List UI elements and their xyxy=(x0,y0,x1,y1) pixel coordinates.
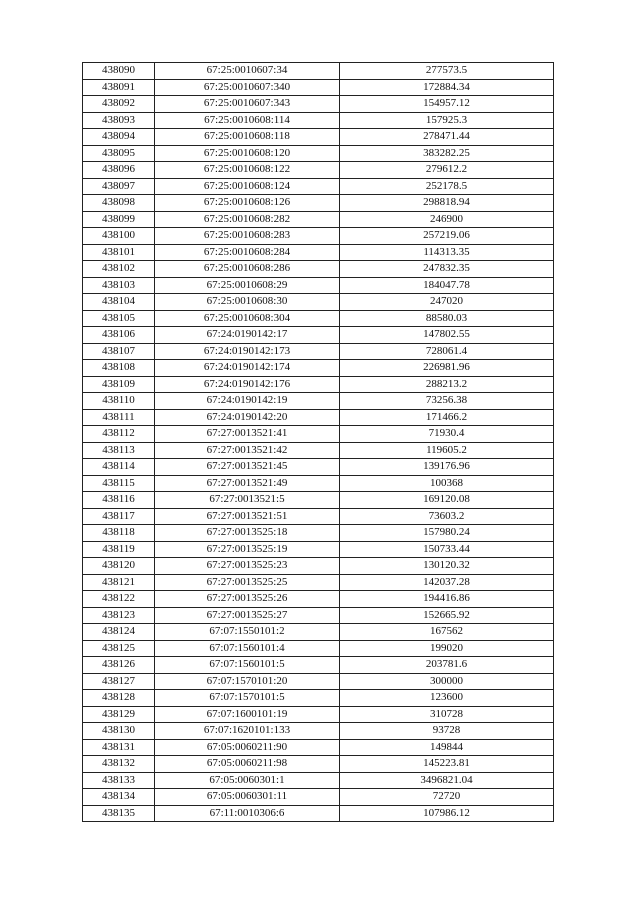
row-number-cell: 438123 xyxy=(83,607,155,624)
row-number-cell: 438124 xyxy=(83,624,155,641)
value-cell: 169120.08 xyxy=(340,492,554,509)
row-number-cell: 438116 xyxy=(83,492,155,509)
value-cell: 152665.92 xyxy=(340,607,554,624)
cadastral-number-cell: 67:07:1550101:2 xyxy=(155,624,340,641)
cadastral-number-cell: 67:25:0010608:118 xyxy=(155,129,340,146)
value-cell: 71930.4 xyxy=(340,426,554,443)
table-row xyxy=(83,393,554,410)
value-cell: 247832.35 xyxy=(340,261,554,278)
value-cell: 277573.5 xyxy=(340,63,554,80)
table-row xyxy=(83,459,554,476)
cadastral-number-cell: 67:05:0060211:90 xyxy=(155,739,340,756)
row-number-cell: 438106 xyxy=(83,327,155,344)
row-number-cell: 438097 xyxy=(83,178,155,195)
row-number-cell: 438132 xyxy=(83,756,155,773)
cadastral-number-cell: 67:25:0010608:122 xyxy=(155,162,340,179)
table-row xyxy=(83,607,554,624)
cadastral-number-cell: 67:25:0010608:124 xyxy=(155,178,340,195)
cadastral-number-cell: 67:07:1620101:133 xyxy=(155,723,340,740)
cadastral-number-cell: 67:25:0010607:34 xyxy=(155,63,340,80)
table-row xyxy=(83,112,554,129)
value-cell: 145223.81 xyxy=(340,756,554,773)
row-number-cell: 438117 xyxy=(83,508,155,525)
row-number-cell: 438104 xyxy=(83,294,155,311)
row-number-cell: 438114 xyxy=(83,459,155,476)
table-row xyxy=(83,228,554,245)
cadastral-number-cell: 67:27:0013521:45 xyxy=(155,459,340,476)
row-number-cell: 438105 xyxy=(83,310,155,327)
cadastral-number-cell: 67:25:0010608:126 xyxy=(155,195,340,212)
cadastral-number-cell: 67:27:0013525:25 xyxy=(155,574,340,591)
value-cell: 728061.4 xyxy=(340,343,554,360)
value-cell: 383282.25 xyxy=(340,145,554,162)
cadastral-number-cell: 67:27:0013525:23 xyxy=(155,558,340,575)
value-cell: 119605.2 xyxy=(340,442,554,459)
table-row xyxy=(83,640,554,657)
value-cell: 167562 xyxy=(340,624,554,641)
value-cell: 300000 xyxy=(340,673,554,690)
cadastral-number-cell: 67:25:0010608:120 xyxy=(155,145,340,162)
row-number-cell: 438110 xyxy=(83,393,155,410)
row-number-cell: 438118 xyxy=(83,525,155,542)
table-row xyxy=(83,591,554,608)
row-number-cell: 438107 xyxy=(83,343,155,360)
cadastral-number-cell: 67:25:0010608:114 xyxy=(155,112,340,129)
value-cell: 157925.3 xyxy=(340,112,554,129)
value-cell: 130120.32 xyxy=(340,558,554,575)
table-row xyxy=(83,129,554,146)
row-number-cell: 438112 xyxy=(83,426,155,443)
row-number-cell: 438090 xyxy=(83,63,155,80)
cadastral-number-cell: 67:27:0013525:27 xyxy=(155,607,340,624)
table-row xyxy=(83,558,554,575)
value-cell: 72720 xyxy=(340,789,554,806)
cadastral-number-cell: 67:25:0010608:283 xyxy=(155,228,340,245)
cadastral-number-cell: 67:27:0013525:18 xyxy=(155,525,340,542)
table-row xyxy=(83,739,554,756)
row-number-cell: 438100 xyxy=(83,228,155,245)
value-cell: 257219.06 xyxy=(340,228,554,245)
table-row xyxy=(83,492,554,509)
value-cell: 226981.96 xyxy=(340,360,554,377)
value-cell: 252178.5 xyxy=(340,178,554,195)
cadastral-number-cell: 67:07:1600101:19 xyxy=(155,706,340,723)
table-row xyxy=(83,96,554,113)
row-number-cell: 438093 xyxy=(83,112,155,129)
table-row xyxy=(83,211,554,228)
cadastral-number-cell: 67:27:0013525:19 xyxy=(155,541,340,558)
row-number-cell: 438125 xyxy=(83,640,155,657)
cadastral-number-cell: 67:24:0190142:176 xyxy=(155,376,340,393)
row-number-cell: 438119 xyxy=(83,541,155,558)
table-row xyxy=(83,772,554,789)
cadastral-number-cell: 67:27:0013521:51 xyxy=(155,508,340,525)
row-number-cell: 438111 xyxy=(83,409,155,426)
value-cell: 150733.44 xyxy=(340,541,554,558)
row-number-cell: 438094 xyxy=(83,129,155,146)
cadastral-number-cell: 67:24:0190142:174 xyxy=(155,360,340,377)
value-cell: 184047.78 xyxy=(340,277,554,294)
table-row xyxy=(83,690,554,707)
row-number-cell: 438103 xyxy=(83,277,155,294)
cadastral-number-cell: 67:25:0010608:304 xyxy=(155,310,340,327)
cadastral-number-cell: 67:24:0190142:20 xyxy=(155,409,340,426)
value-cell: 139176.96 xyxy=(340,459,554,476)
row-number-cell: 438121 xyxy=(83,574,155,591)
value-cell: 199020 xyxy=(340,640,554,657)
value-cell: 171466.2 xyxy=(340,409,554,426)
value-cell: 203781.6 xyxy=(340,657,554,674)
table-row xyxy=(83,162,554,179)
value-cell: 147802.55 xyxy=(340,327,554,344)
table-row xyxy=(83,442,554,459)
cadastral-number-cell: 67:07:1570101:5 xyxy=(155,690,340,707)
cadastral-number-cell: 67:07:1560101:5 xyxy=(155,657,340,674)
table-row xyxy=(83,574,554,591)
table-row xyxy=(83,178,554,195)
cadastral-number-cell: 67:05:0060211:98 xyxy=(155,756,340,773)
data-table xyxy=(82,62,554,822)
value-cell: 288213.2 xyxy=(340,376,554,393)
row-number-cell: 438092 xyxy=(83,96,155,113)
value-cell: 278471.44 xyxy=(340,129,554,146)
value-cell: 3496821.04 xyxy=(340,772,554,789)
cadastral-number-cell: 67:27:0013521:42 xyxy=(155,442,340,459)
value-cell: 73256.38 xyxy=(340,393,554,410)
row-number-cell: 438120 xyxy=(83,558,155,575)
row-number-cell: 438130 xyxy=(83,723,155,740)
value-cell: 123600 xyxy=(340,690,554,707)
row-number-cell: 438115 xyxy=(83,475,155,492)
cadastral-number-cell: 67:25:0010608:30 xyxy=(155,294,340,311)
table-row xyxy=(83,145,554,162)
row-number-cell: 438091 xyxy=(83,79,155,96)
cadastral-number-cell: 67:27:0013521:5 xyxy=(155,492,340,509)
row-number-cell: 438098 xyxy=(83,195,155,212)
value-cell: 279612.2 xyxy=(340,162,554,179)
row-number-cell: 438099 xyxy=(83,211,155,228)
table-row xyxy=(83,63,554,80)
value-cell: 298818.94 xyxy=(340,195,554,212)
row-number-cell: 438128 xyxy=(83,690,155,707)
row-number-cell: 438122 xyxy=(83,591,155,608)
row-number-cell: 438095 xyxy=(83,145,155,162)
value-cell: 247020 xyxy=(340,294,554,311)
table-row xyxy=(83,294,554,311)
table-row xyxy=(83,277,554,294)
table-row xyxy=(83,79,554,96)
value-cell: 100368 xyxy=(340,475,554,492)
cadastral-number-cell: 67:11:0010306:6 xyxy=(155,805,340,822)
table-row xyxy=(83,409,554,426)
value-cell: 194416.86 xyxy=(340,591,554,608)
row-number-cell: 438129 xyxy=(83,706,155,723)
value-cell: 154957.12 xyxy=(340,96,554,113)
cadastral-number-cell: 67:25:0010608:286 xyxy=(155,261,340,278)
value-cell: 246900 xyxy=(340,211,554,228)
table-body xyxy=(83,63,554,822)
table-row xyxy=(83,376,554,393)
row-number-cell: 438096 xyxy=(83,162,155,179)
cadastral-number-cell: 67:24:0190142:173 xyxy=(155,343,340,360)
table-row xyxy=(83,805,554,822)
value-cell: 149844 xyxy=(340,739,554,756)
table-row xyxy=(83,508,554,525)
row-number-cell: 438135 xyxy=(83,805,155,822)
value-cell: 157980.24 xyxy=(340,525,554,542)
table-row xyxy=(83,541,554,558)
row-number-cell: 438126 xyxy=(83,657,155,674)
value-cell: 310728 xyxy=(340,706,554,723)
row-number-cell: 438101 xyxy=(83,244,155,261)
table-row xyxy=(83,360,554,377)
table-row xyxy=(83,723,554,740)
cadastral-number-cell: 67:25:0010608:284 xyxy=(155,244,340,261)
table-row xyxy=(83,756,554,773)
table-row xyxy=(83,195,554,212)
table-row xyxy=(83,244,554,261)
cadastral-number-cell: 67:25:0010607:343 xyxy=(155,96,340,113)
cadastral-number-cell: 67:24:0190142:17 xyxy=(155,327,340,344)
row-number-cell: 438113 xyxy=(83,442,155,459)
cadastral-number-cell: 67:27:0013525:26 xyxy=(155,591,340,608)
table-row xyxy=(83,475,554,492)
cadastral-number-cell: 67:25:0010608:282 xyxy=(155,211,340,228)
value-cell: 142037.28 xyxy=(340,574,554,591)
table-row xyxy=(83,261,554,278)
cadastral-number-cell: 67:27:0013521:49 xyxy=(155,475,340,492)
value-cell: 88580.03 xyxy=(340,310,554,327)
value-cell: 172884.34 xyxy=(340,79,554,96)
cadastral-number-cell: 67:07:1560101:4 xyxy=(155,640,340,657)
cadastral-number-cell: 67:27:0013521:41 xyxy=(155,426,340,443)
table-row xyxy=(83,673,554,690)
row-number-cell: 438102 xyxy=(83,261,155,278)
row-number-cell: 438134 xyxy=(83,789,155,806)
cadastral-number-cell: 67:25:0010607:340 xyxy=(155,79,340,96)
row-number-cell: 438108 xyxy=(83,360,155,377)
table-row xyxy=(83,327,554,344)
table-row xyxy=(83,789,554,806)
row-number-cell: 438131 xyxy=(83,739,155,756)
value-cell: 93728 xyxy=(340,723,554,740)
cadastral-number-cell: 67:07:1570101:20 xyxy=(155,673,340,690)
row-number-cell: 438109 xyxy=(83,376,155,393)
cadastral-number-cell: 67:25:0010608:29 xyxy=(155,277,340,294)
table-row xyxy=(83,624,554,641)
table-row xyxy=(83,706,554,723)
row-number-cell: 438133 xyxy=(83,772,155,789)
value-cell: 114313.35 xyxy=(340,244,554,261)
table-row xyxy=(83,525,554,542)
cadastral-number-cell: 67:05:0060301:11 xyxy=(155,789,340,806)
value-cell: 73603.2 xyxy=(340,508,554,525)
cadastral-number-cell: 67:05:0060301:1 xyxy=(155,772,340,789)
row-number-cell: 438127 xyxy=(83,673,155,690)
table-row xyxy=(83,310,554,327)
table-row xyxy=(83,657,554,674)
table-row xyxy=(83,343,554,360)
cadastral-number-cell: 67:24:0190142:19 xyxy=(155,393,340,410)
table-row xyxy=(83,426,554,443)
value-cell: 107986.12 xyxy=(340,805,554,822)
